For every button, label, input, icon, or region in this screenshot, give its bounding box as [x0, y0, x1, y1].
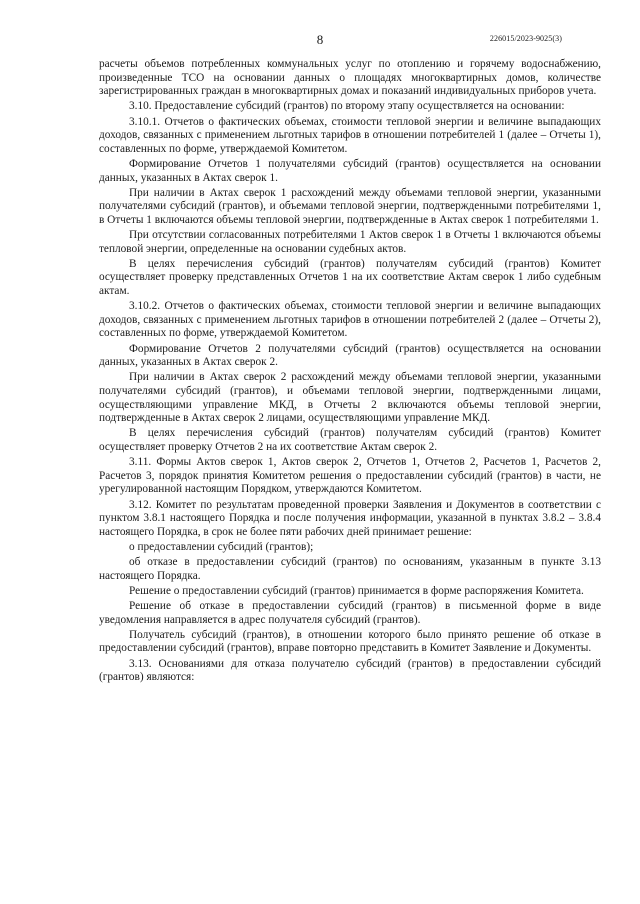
paragraph: об отказе в предоставлении субсидий (грантов) по основаниям, указанным в пункте 3.13 настоящего Порядка.	[99, 556, 601, 582]
document-id: 226015/2023-9025(3)	[489, 34, 562, 43]
paragraph: Формирование Отчетов 2 получателями субсидий (грантов) осуществляется на основании данных, указанных в Актах сверок 2.	[99, 342, 601, 369]
paragraph: 3.11. Формы Актов сверок 1, Актов сверок 2, Отчетов 1, Отчетов 2, Расчетов 1, Расчетов 2, Расчетов 3, порядок принятия Комитетом решения о предоставлении субсидий (грантов) в части, не урегулированной настоящим Порядком, утверждаются Комитетом.	[99, 456, 601, 496]
paragraph: 3.13. Основаниями для отказа получателю субсидий (грантов) в предоставлении субсидий (грантов) являются:	[99, 657, 601, 684]
paragraph: Формирование Отчетов 1 получателями субсидий (грантов) осуществляется на основании данных, указанных в Актах сверок 1.	[99, 157, 601, 184]
paragraph: В целях перечисления субсидий (грантов) получателям субсидий (грантов) Комитет осуществляет проверку Отчетов 2 на их соответствие Актам сверок 2.	[99, 427, 601, 453]
paragraph: 3.12. Комитет по результатам проведенной проверки Заявления и Документов в соответствии с пунктом 3.8.1 настоящего Порядка и после получения информации, указанной в пунктах 3.8.2 – 3.8.4 настоящего Порядка, в срок не более пяти рабочих дней принимает решение:	[99, 498, 601, 538]
paragraph: При наличии в Актах сверок 2 расхождений между объемами тепловой энергии, указанными получателями субсидий (грантов), и объемами тепловой энергии, подтвержденными лицами, осуществляющими управление МКД, в Отчеты 2 включаются объемы тепловой энергии, подтвержденные в Актах сверок 2 лицами, осуществляющими управление МКД.	[99, 371, 601, 425]
paragraph: Решение о предоставлении субсидий (грантов) принимается в форме распоряжения Комитета.	[129, 584, 584, 597]
paragraph: 3.10.2. Отчетов о фактических объемах, стоимости тепловой энергии и величине выпадающих доходов, связанных с применением льготных тарифов в отношении потребителей 2 (далее – Отчеты 2), составленных по форме, утверждаемой Комитетом.	[99, 300, 601, 340]
paragraph: 3.10. Предоставление субсидий (грантов) по второму этапу осуществляется на основании:	[129, 100, 565, 113]
paragraph: Получатель субсидий (грантов), в отношении которого было принято решение об отказе в предоставлении субсидий (грантов), вправе повторно представить в Комитет Заявление и Документы.	[99, 628, 601, 655]
page-number: 8	[316, 32, 324, 47]
paragraph: расчеты объемов потребленных коммунальных услуг по отоплению и горячему водоснабжению, произведенные ТСО на основании данных о площадях многоквартирных домов, количестве зарегистрированных граждан в многоквартирных домах и показаний индивидуальных приборов учета.	[99, 58, 601, 98]
paragraph: При отсутствии согласованных потребителями 1 Актов сверок 1 в Отчеты 1 включаются объемы тепловой энергии, определенные на основании судебных актов.	[99, 229, 601, 255]
document-body	[99, 58, 601, 686]
paragraph: 3.10.1. Отчетов о фактических объемах, стоимости тепловой энергии и величине выпадающих доходов, связанных с применением льготных тарифов в отношении потребителей 1 (далее – Отчеты 1), составленных по форме, утверждаемой Комитетом.	[99, 115, 601, 155]
paragraph: В целях перечисления субсидий (грантов) получателям субсидий (грантов) Комитет осуществляет проверку представленных Отчетов 1 на их соответствие Актам сверок 1 либо судебным актам.	[99, 257, 601, 298]
paragraph: о предоставлении субсидий (грантов);	[129, 540, 314, 553]
paragraph: Решение об отказе в предоставлении субсидий (грантов) в письменной форме в виде уведомления направляется в адрес получателя субсидий (грантов).	[99, 600, 601, 626]
paragraph: При наличии в Актах сверок 1 расхождений между объемами тепловой энергии, указанными получателями субсидий (грантов), и объемами тепловой энергии, подтвержденными потребителями 1, в Отчеты 1 включаются объемы тепловой энергии, подтвержденные в Актах сверок 1 потребителями 1.	[99, 186, 601, 226]
